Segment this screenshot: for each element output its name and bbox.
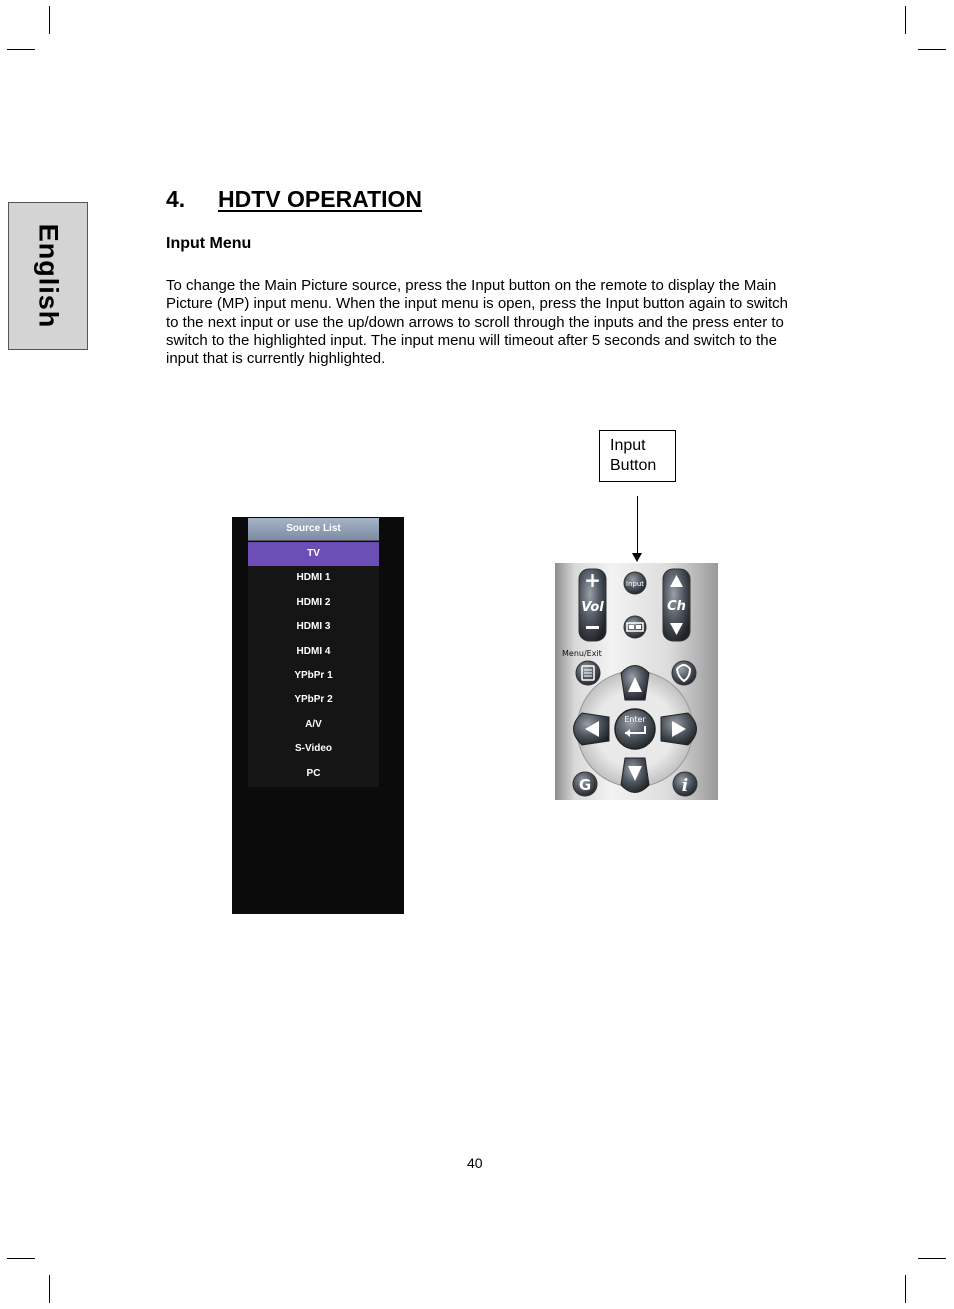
source-list-header: Source List <box>248 518 379 541</box>
crop-mark <box>918 49 946 50</box>
source-item-s-video[interactable]: S-Video <box>294 743 333 755</box>
language-tab <box>8 202 88 350</box>
crop-mark <box>918 1258 946 1259</box>
source-item-hdmi-3[interactable]: HDMI 3 <box>296 621 331 633</box>
input-button[interactable] <box>624 572 646 594</box>
guide-label: G <box>578 776 592 794</box>
enter-button[interactable] <box>615 709 655 749</box>
pip-button[interactable] <box>624 616 646 638</box>
crop-mark <box>7 1258 35 1259</box>
source-list <box>248 542 379 787</box>
dpad-up-button[interactable] <box>621 666 649 701</box>
remote-control-drawing <box>555 563 718 800</box>
menu-exit-button[interactable] <box>576 661 600 685</box>
volume-rocker[interactable] <box>579 568 606 641</box>
source-list-menu <box>232 517 404 914</box>
section-number: 4. <box>166 186 186 212</box>
body-paragraph: To change the Main Picture source, press the Input button on the remote to display the Main Picture (MP) input menu. When the input menu is open, press the Input button again to switch to the next input or use the up/down arrows to scroll through the inputs and the press enter to switch to the highlighted input. The input menu will timeout after 5 seconds and switch to the input that is currently highlighted. <box>166 277 789 368</box>
source-item-ypbpr-1[interactable]: YPbPr 1 <box>294 669 333 681</box>
source-item-hdmi-4[interactable]: HDMI 4 <box>296 645 331 657</box>
dpad-right-button[interactable] <box>661 713 697 745</box>
section-title <box>166 186 422 213</box>
return-button[interactable] <box>672 661 696 685</box>
language-tab-label: English <box>33 223 64 329</box>
page-number: 40 <box>467 1155 483 1171</box>
crop-mark <box>7 49 35 50</box>
dpad-left-button[interactable] <box>574 713 610 745</box>
dpad-down-button[interactable] <box>621 758 649 793</box>
crop-mark <box>905 6 906 34</box>
source-item-hdmi-2[interactable]: HDMI 2 <box>296 596 331 608</box>
source-item-tv[interactable]: TV <box>248 542 379 566</box>
info-button[interactable] <box>673 772 697 796</box>
guide-button[interactable] <box>573 772 597 796</box>
crop-mark <box>905 1275 906 1303</box>
enter-label: Enter <box>624 715 646 724</box>
source-item-pc[interactable]: PC <box>306 767 321 779</box>
section-title-text: HDTV OPERATION <box>218 186 423 212</box>
callout-arrow-head <box>632 553 642 562</box>
svg-text:+: + <box>584 568 601 592</box>
crop-mark <box>49 1275 50 1303</box>
source-item-hdmi-1[interactable]: HDMI 1 <box>296 572 331 584</box>
vol-label: Vol <box>581 600 604 615</box>
menu-exit-label: Menu/Exit <box>562 649 602 658</box>
callout-line-2: Button <box>610 457 657 474</box>
input-button-label: Input <box>625 580 645 588</box>
ch-label: Ch <box>667 599 686 614</box>
subsection-title: Input Menu <box>166 235 252 252</box>
info-label: i <box>681 776 689 796</box>
remote-control-image <box>555 563 718 800</box>
callout-arrow-line <box>637 496 638 554</box>
channel-rocker[interactable] <box>663 569 690 641</box>
callout-line-1: Input <box>610 437 646 454</box>
source-item-av[interactable]: A/V <box>305 718 322 730</box>
source-item-ypbpr-2[interactable]: YPbPr 2 <box>294 694 333 706</box>
input-button-callout <box>599 430 676 482</box>
crop-mark <box>49 6 50 34</box>
